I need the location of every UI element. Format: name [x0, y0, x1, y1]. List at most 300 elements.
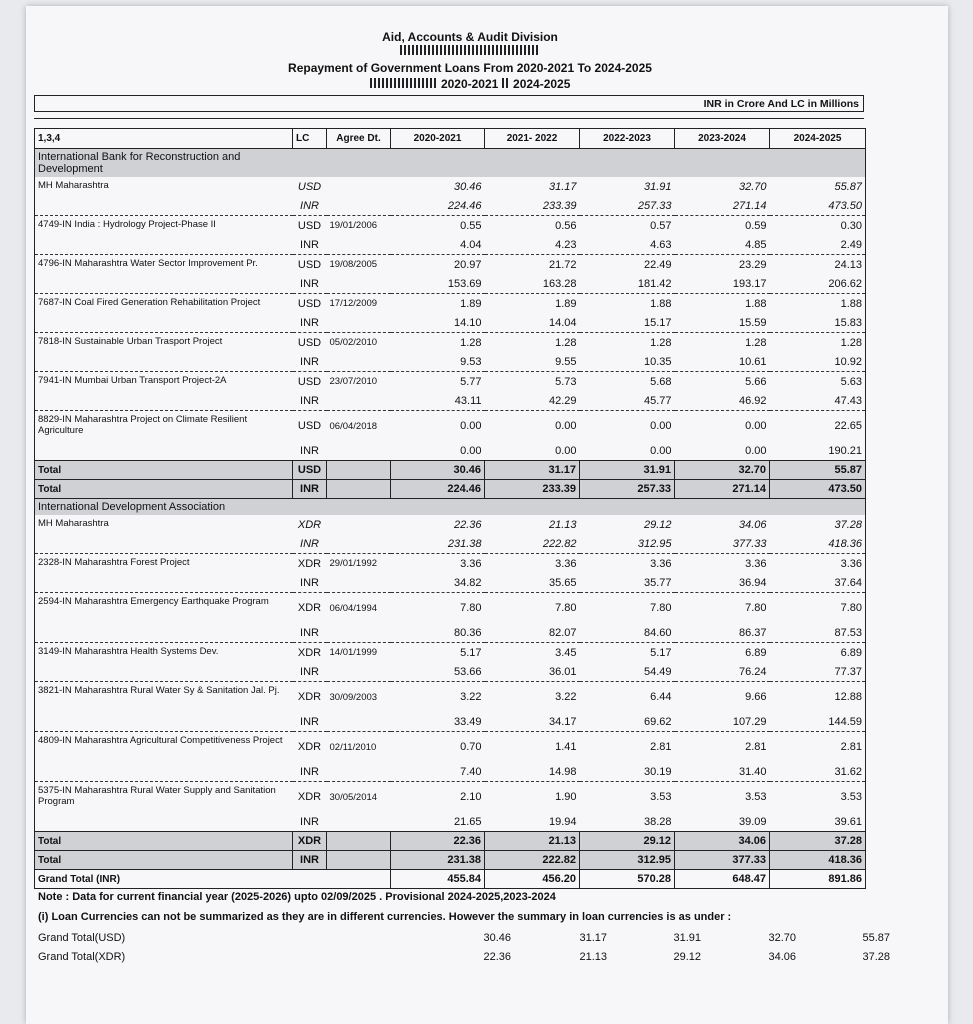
value-cell: 233.39 [485, 196, 580, 216]
loan-description: 5375-IN Maharashtra Rural Water Supply and Sanitation Program [35, 782, 293, 832]
value-cell: 0.57 [650, 219, 672, 232]
loan-currency: XDR [297, 691, 322, 703]
value-cell: 418.36 [770, 534, 866, 554]
value-cell: 3.53 [770, 782, 866, 813]
loan-description: 3149-IN Maharashtra Health Systems Dev. [35, 643, 293, 682]
value-cell: 0.70 [460, 741, 482, 753]
hindi-report-title: 2020-2021 2024-2025 [0, 77, 940, 91]
value-cell: 42.29 [485, 391, 580, 411]
total-value: 473.50 [770, 480, 866, 499]
col-header: 2020-2021 [391, 129, 485, 149]
value-cell: 257.33 [580, 196, 675, 216]
total-value: 30.46 [391, 461, 485, 480]
value-cell: 33.49 [391, 712, 485, 732]
inr-currency: INR [293, 352, 327, 372]
total-currency: INR [293, 480, 327, 499]
value-cell: 190.21 [770, 441, 866, 461]
value-cell: 23.29 [738, 258, 767, 271]
total-label: Total [35, 851, 293, 870]
value-cell: 2.81 [745, 741, 767, 753]
loan-description: 3821-IN Maharashtra Rural Water Sy & Sanitation Jal. Pj. [35, 682, 293, 732]
value-cell: 10.35 [580, 352, 675, 372]
value-cell: 0.00 [650, 420, 672, 432]
total-value: 231.38 [391, 851, 485, 870]
value-cell: 4.23 [485, 235, 580, 255]
value-cell: 7.80 [770, 593, 866, 624]
total-value: 222.82 [485, 851, 580, 870]
table-row [35, 593, 866, 624]
total-value: 233.39 [485, 480, 580, 499]
empty-cell [327, 534, 391, 554]
value-cell: 31.62 [770, 762, 866, 782]
agreement-date: 02/11/2010 [329, 741, 377, 753]
unit-label: INR in Crore And LC in Millions [34, 95, 864, 112]
value-cell: 45.77 [580, 391, 675, 411]
inr-currency: INR [293, 313, 327, 333]
grand-total-row [35, 870, 866, 889]
empty-cell [327, 851, 391, 870]
value-cell: 76.24 [675, 662, 770, 682]
inr-currency: INR [293, 712, 327, 732]
summary-value: 29.12 [673, 951, 701, 963]
value-cell: 36.94 [675, 573, 770, 593]
value-cell: 163.28 [485, 274, 580, 294]
value-cell: 0.00 [675, 441, 770, 461]
value-cell: 2.81 [650, 741, 672, 753]
value-cell: 3.53 [745, 791, 767, 803]
value-cell: 24.13 [770, 255, 866, 275]
loan-description: 7941-IN Mumbai Urban Transport Project-2A [35, 372, 293, 411]
value-cell: 21.65 [391, 812, 485, 832]
summary-value: 30.46 [483, 932, 511, 944]
value-cell: 3.45 [555, 646, 577, 659]
value-cell: 39.61 [770, 812, 866, 832]
value-cell: 30.46 [453, 180, 482, 193]
value-cell: 4.63 [580, 235, 675, 255]
empty-cell [327, 812, 391, 832]
value-cell: 5.77 [460, 375, 482, 388]
grand-total-value: 570.28 [580, 870, 675, 889]
empty-cell [327, 573, 391, 593]
value-cell: 34.06 [738, 518, 767, 531]
table-row [35, 411, 866, 442]
value-cell: 5.66 [745, 375, 767, 388]
table-row [35, 372, 866, 392]
inr-currency: INR [293, 573, 327, 593]
agreement-date: 06/04/2018 [329, 420, 378, 432]
value-cell: 107.29 [675, 712, 770, 732]
value-cell: 0.00 [580, 441, 675, 461]
value-cell: 54.49 [580, 662, 675, 682]
value-cell: 46.92 [675, 391, 770, 411]
value-cell: 0.00 [391, 441, 485, 461]
loan-description: 4796-IN Maharashtra Water Sector Improvement Pr. [35, 255, 293, 294]
loan-currency: XDR [297, 602, 322, 614]
value-cell: 84.60 [580, 623, 675, 643]
summary-value: 21.13 [579, 951, 607, 963]
total-currency: USD [293, 461, 327, 480]
value-cell: 1.28 [745, 336, 767, 349]
loan-currency: XDR [297, 518, 322, 531]
value-cell: 0.00 [460, 420, 482, 432]
empty-cell [327, 712, 391, 732]
value-cell: 36.01 [485, 662, 580, 682]
value-cell: 20.97 [453, 258, 482, 271]
value-cell: 9.55 [485, 352, 580, 372]
value-cell: 1.28 [650, 336, 672, 349]
value-cell: 181.42 [580, 274, 675, 294]
value-cell: 377.33 [675, 534, 770, 554]
inr-currency: INR [293, 441, 327, 461]
value-cell: 144.59 [770, 712, 866, 732]
inr-currency: INR [293, 623, 327, 643]
inr-currency: INR [293, 391, 327, 411]
section-header-row [35, 499, 866, 516]
summary-label-usd: Grand Total(USD) [38, 932, 126, 944]
total-value: 29.12 [580, 832, 675, 851]
value-cell: 14.04 [485, 313, 580, 333]
report-title: Repayment of Government Loans From 2020-2021 To 2024-2025 [288, 61, 652, 75]
table-row [35, 643, 866, 663]
value-cell: 29.12 [643, 518, 672, 531]
agreement-date: 05/02/2010 [329, 337, 378, 348]
inr-currency: INR [293, 662, 327, 682]
total-row [35, 851, 866, 870]
value-cell: 0.30 [770, 216, 866, 236]
hindi-division-title [0, 44, 940, 58]
agreement-date: 29/01/1992 [329, 558, 378, 569]
agreement-date [327, 515, 391, 534]
currency-note: (i) Loan Currencies can not be summarized as they are in different currencies. However the summary in loan currencies is as under : [38, 911, 732, 923]
value-cell: 5.68 [650, 375, 672, 388]
empty-cell [327, 441, 391, 461]
agreement-date: 14/01/1999 [329, 647, 378, 658]
agreement-date: 17/12/2009 [329, 298, 378, 309]
loan-currency: USD [297, 336, 322, 349]
total-currency: XDR [293, 832, 327, 851]
value-cell: 2.49 [770, 235, 866, 255]
empty-cell [327, 196, 391, 216]
value-cell: 5.63 [770, 372, 866, 392]
empty-cell [327, 461, 391, 480]
value-cell: 38.28 [580, 812, 675, 832]
loan-currency: USD [297, 219, 322, 232]
value-cell: 31.91 [643, 180, 672, 193]
value-cell: 473.50 [770, 196, 866, 216]
value-cell: 47.43 [770, 391, 866, 411]
repayment-table [34, 128, 866, 889]
table-row [35, 554, 866, 574]
loan-currency: USD [297, 420, 322, 432]
total-value: 22.36 [391, 832, 485, 851]
value-cell: 1.88 [650, 297, 672, 310]
value-cell: 3.36 [770, 554, 866, 574]
value-cell: 231.38 [391, 534, 485, 554]
grand-total-label: Grand Total (INR) [35, 870, 391, 889]
value-cell: 1.89 [460, 297, 482, 310]
value-cell: 1.88 [770, 294, 866, 314]
col-header: Agree Dt. [327, 129, 391, 149]
value-cell: 82.07 [485, 623, 580, 643]
value-cell: 7.40 [391, 762, 485, 782]
value-cell: 87.53 [770, 623, 866, 643]
total-value: 34.06 [675, 832, 770, 851]
table-row [35, 333, 866, 353]
total-value: 257.33 [580, 480, 675, 499]
value-cell: 1.88 [745, 297, 767, 310]
value-cell: 206.62 [770, 274, 866, 294]
value-cell: 0.59 [745, 219, 767, 232]
grand-total-value: 455.84 [391, 870, 485, 889]
value-cell: 15.83 [770, 313, 866, 333]
summary-value: 55.87 [862, 932, 890, 944]
value-cell: 77.37 [770, 662, 866, 682]
value-cell: 15.17 [580, 313, 675, 333]
value-cell: 2.10 [460, 791, 482, 803]
section-title: International Bank for Reconstruction and Development [35, 149, 293, 178]
loan-description: 2594-IN Maharashtra Emergency Earthquake Program [35, 593, 293, 643]
loan-description: 2328-IN Maharashtra Forest Project [35, 554, 293, 593]
empty-cell [327, 832, 391, 851]
agreement-date: 06/04/1994 [329, 602, 378, 614]
value-cell: 5.17 [650, 646, 672, 659]
value-cell: 0.55 [460, 219, 482, 232]
value-cell: 6.89 [770, 643, 866, 663]
division-title: Aid, Accounts & Audit Division [382, 30, 558, 44]
loan-description: MH Maharashtra [35, 515, 293, 554]
table-body [35, 149, 866, 889]
value-cell: 5.17 [460, 646, 482, 659]
empty-cell [327, 352, 391, 372]
section-title: International Development Association [35, 499, 293, 516]
value-cell: 9.53 [391, 352, 485, 372]
value-cell: 0.00 [745, 420, 767, 432]
total-label: Total [35, 832, 293, 851]
summary-label-xdr: Grand Total(XDR) [38, 951, 126, 963]
value-cell: 39.09 [675, 812, 770, 832]
grand-total-value: 648.47 [675, 870, 770, 889]
value-cell: 35.65 [485, 573, 580, 593]
value-cell: 6.89 [745, 646, 767, 659]
value-cell: 3.22 [460, 691, 482, 703]
empty-cell [327, 480, 391, 499]
summary-value: 31.91 [673, 932, 701, 944]
value-cell: 7.80 [745, 602, 767, 614]
total-currency: INR [293, 851, 327, 870]
divider [34, 118, 864, 119]
col-header: 2023-2024 [675, 129, 770, 149]
value-cell: 31.17 [548, 180, 577, 193]
agreement-date [327, 177, 391, 196]
summary-value: 31.17 [579, 932, 607, 944]
total-value: 55.87 [770, 461, 866, 480]
value-cell: 12.88 [770, 682, 866, 713]
loan-currency: XDR [297, 646, 322, 659]
table-row [35, 294, 866, 314]
value-cell: 222.82 [485, 534, 580, 554]
col-header: 2021- 2022 [485, 129, 580, 149]
value-cell: 193.17 [675, 274, 770, 294]
value-cell: 1.90 [555, 791, 577, 803]
value-cell: 86.37 [675, 623, 770, 643]
value-cell: 7.80 [650, 602, 672, 614]
empty-cell [327, 274, 391, 294]
agreement-date: 30/09/2003 [329, 691, 378, 703]
value-cell: 21.72 [548, 258, 577, 271]
value-cell: 2.81 [770, 732, 866, 763]
value-cell: 10.92 [770, 352, 866, 372]
total-label: Total [35, 461, 293, 480]
value-cell: 15.59 [675, 313, 770, 333]
section-header-row [35, 149, 866, 178]
loan-currency: XDR [297, 791, 322, 803]
loan-description: 7818-IN Sustainable Urban Trasport Project [35, 333, 293, 372]
value-cell: 6.44 [650, 691, 672, 703]
table-row [35, 216, 866, 236]
value-cell: 1.28 [460, 336, 482, 349]
total-row [35, 832, 866, 851]
inr-currency: INR [293, 196, 327, 216]
loan-currency: USD [297, 297, 322, 310]
value-cell: 271.14 [675, 196, 770, 216]
value-cell: 80.36 [391, 623, 485, 643]
loan-description: 8829-IN Maharashtra Project on Climate Resilient Agriculture [35, 411, 293, 461]
empty-cell [327, 623, 391, 643]
value-cell: 37.64 [770, 573, 866, 593]
grand-total-value: 456.20 [485, 870, 580, 889]
empty-cell [327, 391, 391, 411]
total-value: 21.13 [485, 832, 580, 851]
value-cell: 22.49 [643, 258, 672, 271]
loan-currency: USD [297, 258, 322, 271]
table-row [35, 255, 866, 275]
total-value: 312.95 [580, 851, 675, 870]
total-value: 377.33 [675, 851, 770, 870]
empty-cell [327, 662, 391, 682]
note-line: Note : Data for current financial year (2025-2026) upto 02/09/2025 . Provisional 2024-2025,2023-2024 [38, 891, 556, 903]
loan-description: 7687-IN Coal Fired Generation Rehabilitation Project [35, 294, 293, 333]
value-cell: 9.66 [745, 691, 767, 703]
value-cell: 3.36 [745, 557, 767, 570]
total-row [35, 461, 866, 480]
total-value: 31.17 [485, 461, 580, 480]
value-cell: 0.00 [555, 420, 577, 432]
value-cell: 0.00 [485, 441, 580, 461]
summary-value: 32.70 [768, 932, 796, 944]
table-row [35, 682, 866, 713]
agreement-date: 19/01/2006 [329, 220, 378, 231]
inr-currency: INR [293, 235, 327, 255]
table-row [35, 732, 866, 763]
loan-description: 4809-IN Maharashtra Agricultural Competitiveness Project [35, 732, 293, 782]
table-header-row [35, 129, 866, 149]
value-cell: 7.80 [460, 602, 482, 614]
value-cell: 3.36 [650, 557, 672, 570]
total-value: 418.36 [770, 851, 866, 870]
value-cell: 22.36 [453, 518, 482, 531]
summary-value: 34.06 [768, 951, 796, 963]
loan-currency: USD [297, 180, 322, 193]
loan-currency: XDR [297, 557, 322, 570]
value-cell: 31.40 [675, 762, 770, 782]
inr-currency: INR [293, 812, 327, 832]
value-cell: 37.28 [770, 515, 866, 534]
value-cell: 312.95 [580, 534, 675, 554]
total-value: 224.46 [391, 480, 485, 499]
value-cell: 14.10 [391, 313, 485, 333]
agreement-date: 30/05/2014 [329, 791, 378, 803]
inr-currency: INR [293, 274, 327, 294]
section-filler [293, 149, 866, 178]
empty-cell [327, 313, 391, 333]
value-cell: 3.36 [460, 557, 482, 570]
agreement-date: 23/07/2010 [329, 376, 378, 387]
total-value: 271.14 [675, 480, 770, 499]
value-cell: 224.46 [391, 196, 485, 216]
agreement-date: 19/08/2005 [329, 259, 378, 270]
value-cell: 10.61 [675, 352, 770, 372]
value-cell: 34.82 [391, 573, 485, 593]
value-cell: 53.66 [391, 662, 485, 682]
value-cell: 3.36 [555, 557, 577, 570]
col-header: 2022-2023 [580, 129, 675, 149]
col-header: 1,3,4 [35, 129, 293, 149]
value-cell: 153.69 [391, 274, 485, 294]
total-value: 31.91 [580, 461, 675, 480]
value-cell: 1.28 [770, 333, 866, 353]
value-cell: 4.85 [675, 235, 770, 255]
value-cell: 22.65 [770, 411, 866, 442]
value-cell: 30.19 [580, 762, 675, 782]
section-filler [293, 499, 866, 516]
value-cell: 19.94 [485, 812, 580, 832]
value-cell: 55.87 [770, 177, 866, 196]
value-cell: 0.56 [555, 219, 577, 232]
value-cell: 14.98 [485, 762, 580, 782]
summary-value: 22.36 [483, 951, 511, 963]
total-value: 32.70 [675, 461, 770, 480]
empty-cell [327, 762, 391, 782]
value-cell: 5.73 [555, 375, 577, 388]
value-cell: 4.04 [391, 235, 485, 255]
value-cell: 21.13 [548, 518, 577, 531]
value-cell: 32.70 [738, 180, 767, 193]
col-header: LC [293, 129, 327, 149]
value-cell: 3.22 [555, 691, 577, 703]
total-row [35, 480, 866, 499]
value-cell: 69.62 [580, 712, 675, 732]
loan-currency: USD [297, 375, 322, 388]
total-label: Total [35, 480, 293, 499]
grand-total-value: 891.86 [770, 870, 866, 889]
inr-currency: INR [293, 534, 327, 554]
value-cell: 1.41 [555, 741, 577, 753]
value-cell: 35.77 [580, 573, 675, 593]
value-cell: 7.80 [555, 602, 577, 614]
table-row [35, 782, 866, 813]
loan-currency: XDR [297, 741, 322, 753]
table-row [35, 515, 866, 534]
loan-description: MH Maharashtra [35, 177, 293, 216]
value-cell: 43.11 [391, 391, 485, 411]
empty-cell [327, 235, 391, 255]
summary-value: 37.28 [862, 951, 890, 963]
col-header: 2024-2025 [770, 129, 866, 149]
inr-currency: INR [293, 762, 327, 782]
value-cell: 1.89 [555, 297, 577, 310]
value-cell: 34.17 [485, 712, 580, 732]
table-row [35, 177, 866, 196]
